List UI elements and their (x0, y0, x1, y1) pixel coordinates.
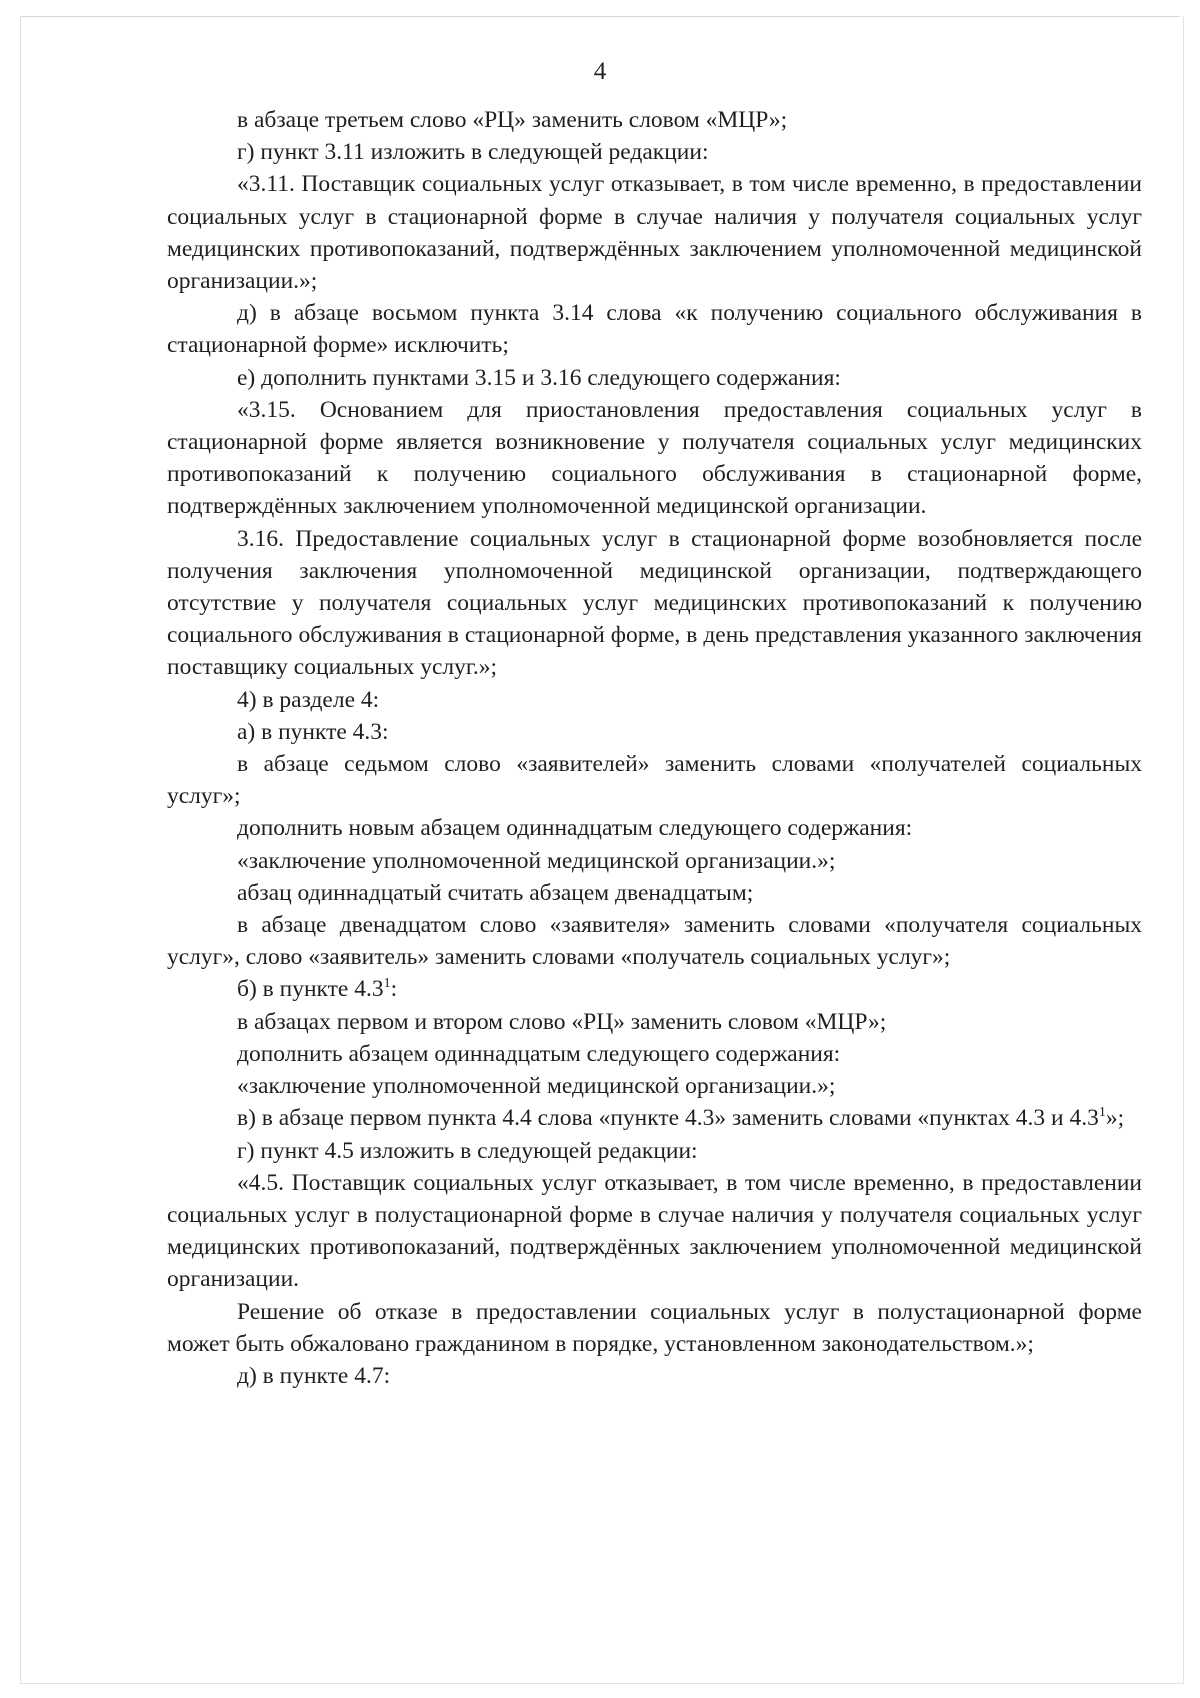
paragraph: в абзаце третьем слово «РЦ» заменить словом «МЦР»; (237, 107, 788, 133)
scan-border-left (20, 16, 21, 1684)
superscript-index: 1 (1098, 1105, 1106, 1121)
paragraph: «заключение уполномоченной медицинской организации.»; (237, 847, 836, 874)
paragraph: г) пункт 4.5 изложить в следующей редакции: (237, 1137, 698, 1164)
paragraph: 3.16. Предоставление социальных услуг в стационарной форме возобновляется после получения заключения уполномоченной медицинской организации, подтверждающего отсутствие у получателя социальных услуг медицинских противопоказаний к получению социального обслуживания в стационарной форме, в день представления указанного заключения поставщику социальных услуг.»; (167, 525, 1142, 681)
paragraph-text: в) в абзаце первом пункта 4.4 слова «пункте 4.3» заменить словами «пунктах 4.3 и 4.3 (237, 1105, 1099, 1132)
paragraph: д) в абзаце восьмом пункта 3.14 слова «к получению социального обслуживания в стационарной форме» исключить; (167, 300, 1142, 359)
paragraph: «4.5. Поставщик социальных услуг отказывает, в том числе временно, в предоставлении социальных услуг в полустационарной форме в случае наличия у получателя социальных услуг медицинских противопоказаний, подтверждённых заключением уполномоченной медицинской организации. (167, 1169, 1142, 1293)
scan-border-right (1183, 16, 1184, 1684)
paragraph: «3.11. Поставщик социальных услуг отказывает, в том числе временно, в предоставлении социальных услуг в стационарной форме в случае наличия у получателя социальных услуг медицинских противопоказаний, подтверждённых заключением уполномоченной медицинской организации.»; (167, 171, 1142, 295)
superscript-index: 1 (383, 976, 391, 992)
paragraph: дополнить новым абзацем одиннадцатым следующего содержания: (237, 815, 913, 842)
paragraph: в абзацах первом и втором слово «РЦ» заменить словом «МЦР»; (237, 1008, 887, 1035)
paragraph-text: б) в пункте 4.3 (237, 976, 384, 1003)
paragraph: Решение об отказе в предоставлении социальных услуг в полустационарной форме может быть обжаловано гражданином в порядке, установленном законодательством.»; (167, 1298, 1142, 1357)
paragraph: в абзаце двенадцатом слово «заявителя» заменить словами «получателя социальных услуг», слово «заявитель» заменить словами «получатель социальных услуг»; (167, 912, 1142, 971)
paragraph: «3.15. Основанием для приостановления предоставления социальных услуг в стационарной форме является возникновение у получателя социальных услуг медицинских противопоказаний к получению социального обслуживания в стационарной форме, подтверждённых заключением уполномоченной медицинской организации. (167, 396, 1142, 520)
scan-border-bottom (20, 1683, 1184, 1684)
paragraph: е) дополнить пунктами 3.15 и 3.16 следующего содержания: (237, 364, 841, 391)
paragraph: абзац одиннадцатый считать абзацем двенадцатым; (237, 879, 754, 906)
scan-border-top (20, 16, 1180, 17)
paragraph-text: »; (1105, 1105, 1125, 1132)
paragraph: г) пункт 3.11 изложить в следующей редакции: (237, 139, 709, 166)
paragraph: 4) в разделе 4: (237, 686, 380, 713)
paragraph: «заключение уполномоченной медицинской организации.»; (237, 1073, 836, 1100)
paragraph: в абзаце седьмом слово «заявителей» заменить словами «получателей социальных услуг»; (167, 751, 1142, 810)
paragraph: д) в пункте 4.7: (237, 1362, 391, 1389)
paragraph (167, 1102, 1142, 1134)
document-body (167, 104, 1142, 1392)
paragraph: дополнить абзацем одиннадцатым следующего содержания: (237, 1040, 841, 1067)
paragraph: а) в пункте 4.3: (237, 718, 389, 745)
paragraph-text: : (390, 976, 398, 1003)
page-number: 4 (593, 58, 607, 85)
paragraph (167, 973, 1142, 1005)
